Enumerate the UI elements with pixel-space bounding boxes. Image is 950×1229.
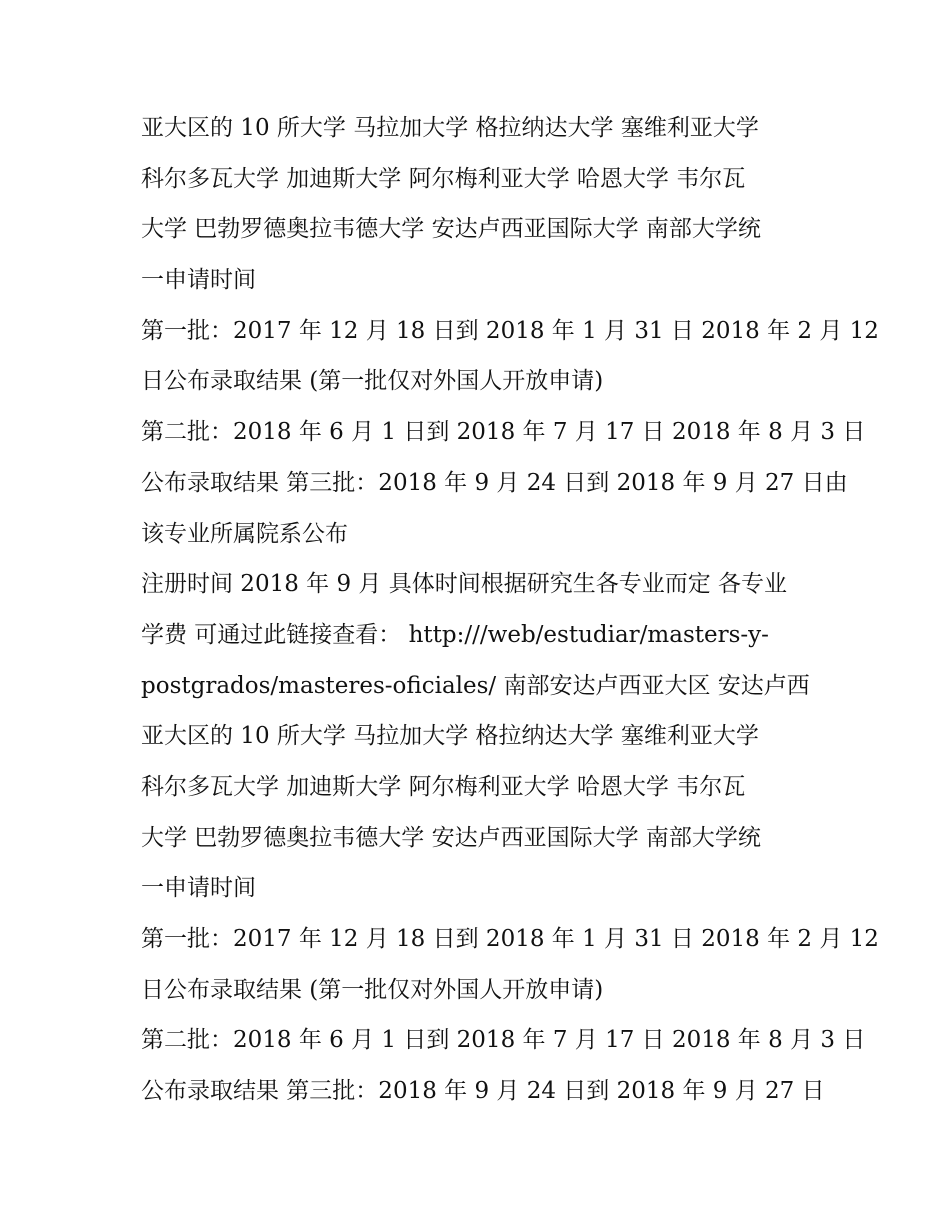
text-line: 亚大区的 10 所大学 马拉加大学 格拉纳达大学 塞维利亚大学 — [141, 115, 759, 141]
text-line-with-link: 学费 可通过此链接查看： http:///web/estudiar/masters-y- — [141, 621, 769, 648]
text-line: 公布录取结果 第三批：2018 年 9 月 24 日到 2018 年 9 月 27 日由 — [141, 469, 848, 496]
text-line: 该专业所属院系公布 — [141, 520, 348, 547]
text-line: 大学 巴勃罗德奥拉韦德大学 安达卢西亚国际大学 南部大学统 — [141, 216, 761, 243]
text-line: 日公布录取结果 (第一批仅对外国人开放申请) — [141, 368, 604, 395]
text-line: 第二批：2018 年 6 月 1 日到 2018 年 7 月 17 日 2018 年 8 月 3 日 — [141, 419, 866, 446]
document-body — [141, 103, 879, 1117]
text-line: 公布录取结果 第三批：2018 年 9 月 24 日到 2018 年 9 月 27 日 — [141, 1078, 825, 1105]
text-line: 科尔多瓦大学 加迪斯大学 阿尔梅利亚大学 哈恩大学 韦尔瓦 — [141, 773, 746, 800]
text-line: 科尔多瓦大学 加迪斯大学 阿尔梅利亚大学 哈恩大学 韦尔瓦 — [141, 165, 746, 192]
text-line: 第一批：2017 年 12 月 18 日到 2018 年 1 月 31 日 2018 年 2 月 12 — [141, 926, 879, 952]
text-line: 第二批：2018 年 6 月 1 日到 2018 年 7 月 17 日 2018 年 8 月 3 日 — [141, 1027, 866, 1054]
text-line: 日公布录取结果 (第一批仅对外国人开放申请) — [141, 976, 604, 1003]
text-line-with-link: postgrados/masteres-oficiales/ 南部安达卢西亚大区 安达卢西 — [141, 672, 810, 699]
text-line: 一申请时间 — [141, 267, 256, 294]
text-line: 第一批：2017 年 12 月 18 日到 2018 年 1 月 31 日 2018 年 2 月 12 — [141, 317, 879, 344]
text-line: 一申请时间 — [141, 875, 256, 902]
text-line: 亚大区的 10 所大学 马拉加大学 格拉纳达大学 塞维利亚大学 — [141, 723, 759, 750]
text-line: 大学 巴勃罗德奥拉韦德大学 安达卢西亚国际大学 南部大学统 — [141, 824, 761, 851]
text-line: 注册时间 2018 年 9 月 具体时间根据研究生各专业而定 各专业 — [141, 571, 788, 598]
